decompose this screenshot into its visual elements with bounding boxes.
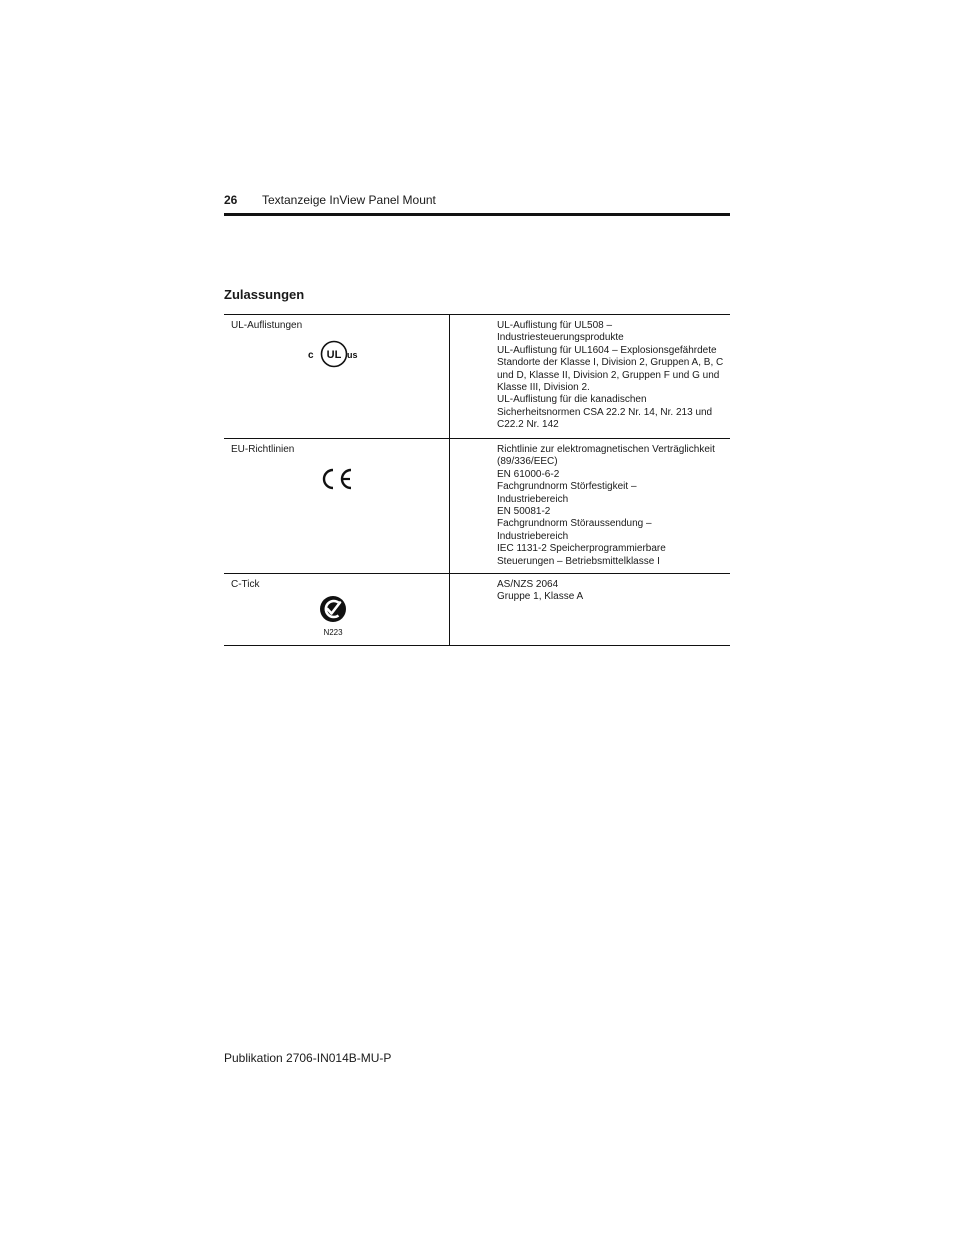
description-line: EN 61000-6-2: [497, 468, 560, 480]
approval-label: EU-Richtlinien: [231, 444, 295, 455]
description-line: Richtlinie zur elektromagnetischen Verträglichkeit: [497, 444, 715, 455]
description-line: C22.2 Nr. 142: [497, 419, 559, 431]
column-divider: [449, 439, 450, 573]
page-number: 26: [224, 193, 238, 207]
approval-description: [497, 579, 725, 604]
description-line: UL-Auflistung für die kanadischen: [497, 394, 647, 406]
table-row-eu: [224, 439, 730, 574]
column-divider: [449, 574, 450, 645]
approvals-table: [224, 314, 730, 646]
description-line: Industriebereich: [497, 530, 569, 542]
table-row-ctick: [224, 574, 730, 646]
approval-description: [497, 320, 725, 432]
description-line: Standorte der Klasse I, Division 2, Gruppen A, B, C: [497, 357, 724, 369]
description-line: und D, Klasse II, Division 2, Gruppen F und G und: [497, 369, 720, 381]
description-line: IEC 1131-2 Speicherprogrammierbare: [497, 543, 666, 555]
description-line: Klasse III, Division 2.: [497, 382, 590, 394]
description-line: (89/336/EEC): [497, 456, 558, 468]
description-line: Fachgrundnorm Störfestigkeit –: [497, 481, 637, 493]
ce-mark-logo: [319, 467, 353, 491]
approval-description: [497, 444, 725, 568]
approval-label: UL-Auflistungen: [231, 320, 303, 331]
description-line: Industriesteuerungsprodukte: [497, 332, 624, 344]
description-line: Gruppe 1, Klasse A: [497, 591, 584, 603]
description-line: Industriebereich: [497, 493, 569, 505]
description-line: EN 50081-2: [497, 506, 551, 518]
column-divider: [449, 315, 450, 438]
description-line: UL-Auflistung für UL508 –: [497, 320, 613, 331]
header-rule: [224, 213, 730, 216]
approval-label: C-Tick: [231, 579, 260, 590]
description-line: AS/NZS 2064: [497, 579, 559, 590]
description-line: Steuerungen – Betriebsmittelklasse I: [497, 555, 660, 567]
ul-logo-center-text: UL: [326, 349, 342, 361]
description-line: UL-Auflistung für UL1604 – Explosionsgefährdete: [497, 344, 717, 356]
c-tick-code-text: N223: [323, 628, 343, 637]
section-title: Zulassungen: [224, 287, 305, 302]
description-line: Fachgrundnorm Störaussendung –: [497, 518, 652, 530]
page-header: [224, 192, 730, 218]
ul-listed-logo: [308, 340, 360, 368]
c-tick-logo: [318, 596, 348, 638]
ul-logo-c-text: c: [308, 350, 314, 361]
publication-footer: Publikation 2706-IN014B-MU-P: [224, 1051, 392, 1065]
table-row-ul: [224, 315, 730, 439]
ul-logo-us-text: us: [347, 350, 358, 360]
running-header-title: Textanzeige InView Panel Mount: [262, 193, 436, 207]
description-line: Sicherheitsnormen CSA 22.2 Nr. 14, Nr. 213 und: [497, 406, 713, 418]
